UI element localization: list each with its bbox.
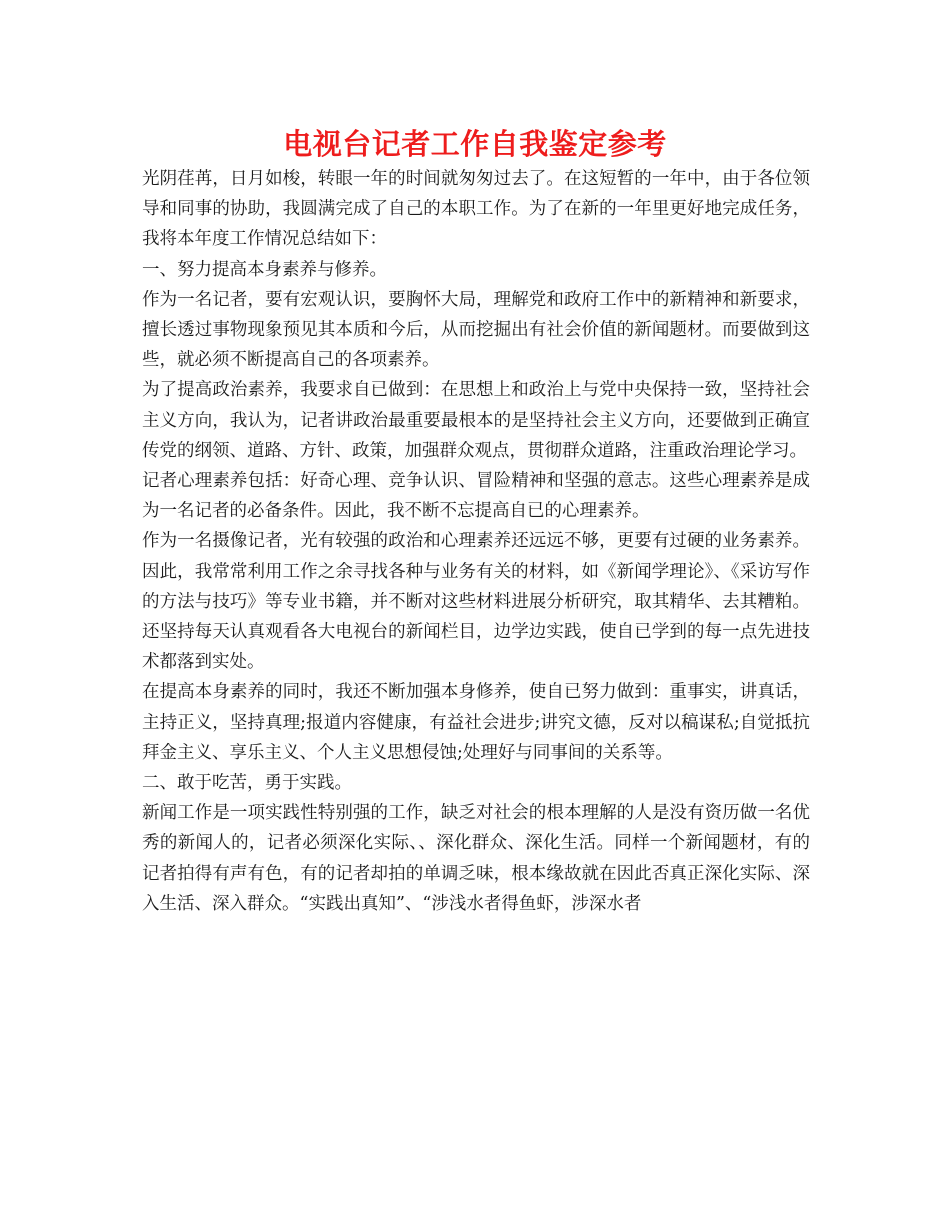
paragraph-practice: 新闻工作是一项实践性特别强的工作，缺乏对社会的根本理解的人是没有资历做一名优秀的新闻人的，记者必须深化实际、、深化群众、深化生活。同样一个新闻题材，有的记者拍得有声有色，有的记者却拍的单调乏味，根本缘故就在因此否真正深化实际、深入生活、深入群众。“实践出真知”、“涉浅水者得鱼虾，涉深水者 (142, 803, 810, 914)
section-heading-1: 一、努力提高本身素养与修养。 (142, 259, 387, 280)
section-heading-2: 二、敢于吃苦，勇于实践。 (142, 773, 352, 794)
document-title: 电视台记者工作自我鉴定参考 (283, 127, 667, 161)
paragraph-intro: 光阴荏苒，日月如梭，转眼一年的时间就匆匆过去了。在这短暂的一年中，由于各位领导和同事的协助，我圆满完成了自己的本职工作。为了在新的一年里更好地完成任务，我将本年度工作情况总结如下： (142, 169, 810, 250)
paragraph-political-quality: 为了提高政治素养，我要求自已做到：在思想上和政治上与党中央保持一致，坚持社会主义方向，我认为，记者讲政治最重要最根本的是坚持社会主义方向，还要做到正确宣传党的纲领、道路、方针、政策，加强群众观点，贯彻群众道路，注重政治理论学习。 (142, 380, 810, 461)
paragraph-psychological-quality: 记者心理素养包括：好奇心理、竞争认识、冒险精神和坚强的意志。这些心理素养是成为一名记者的必备条件。因此，我不断不忘提高自已的心理素养。 (142, 471, 810, 522)
paragraph-macro-view: 作为一名记者，要有宏观认识，要胸怀大局，理解党和政府工作中的新精神和新要求，擅长透过事物现象预见其本质和今后，从而挖掘出有社会价值的新闻题材。而要做到这些，就必须不断提高自己的各项素养。 (142, 289, 810, 371)
paragraph-professional-quality: 作为一名摄像记者，光有较强的政治和心理素养还远远不够，更要有过硬的业务素养。因此，我常常利用工作之余寻找各种与业务有关的材料，如《新闻学理论》、《采访写作的方法与技巧》等专业书籍，并不断对这些材料进展分析研究，取其精华、去其糟粕。还坚持每天认真观看各大电视台的新闻栏目，边学边实践，使自已学到的每一点先进技术都落到实处。 (142, 531, 810, 673)
document-body (142, 164, 810, 919)
paragraph-self-cultivation: 在提高本身素养的同时，我还不断加强本身修养，使自已努力做到：重事实，讲真话，主持正义，坚持真理;报道内容健康，有益社会进步;讲究文德，反对以稿谋私;自觉抵抗拜金主义、享乐主义、个人主义思想侵蚀;处理好与同事间的关系等。 (142, 682, 810, 763)
